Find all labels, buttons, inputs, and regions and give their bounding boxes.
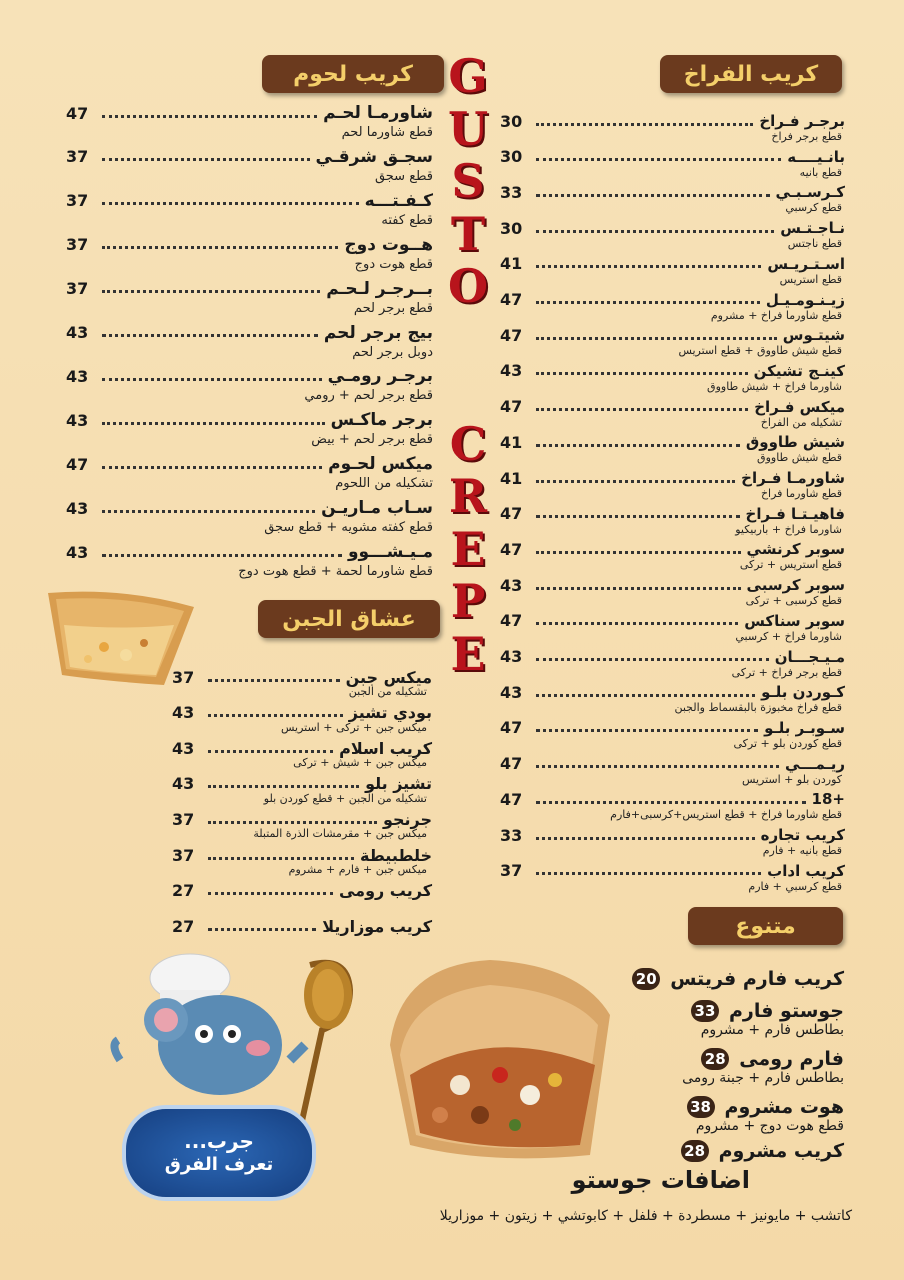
dotted-leader [102, 504, 315, 513]
menu-item-price: 27 [172, 881, 195, 901]
menu-item-price: 37 [172, 845, 195, 865]
menu-item-name: ميكس جبن [345, 667, 432, 687]
menu-item-row [172, 668, 432, 686]
menu-item-description: تشكيله من الجبن + قطع كوردن بلو [263, 791, 427, 805]
menu-item-name: ريـمـــي [784, 754, 845, 773]
menu-item-row [172, 882, 432, 900]
menu-item-price: 43 [66, 323, 89, 342]
menu-item-row [172, 775, 432, 793]
menu-item-description: قطع كفته مشويه + قطع سجق [264, 520, 433, 536]
menu-item-price: 43 [500, 575, 523, 595]
menu-item-name: كـفـتـــه [364, 190, 433, 211]
menu-item-price: 27 [172, 916, 195, 936]
menu-item-description: قطع فراخ مخبوزة بالبقسماط والجبن [674, 701, 842, 715]
menu-item-price: 47 [500, 611, 523, 631]
menu-item-row [500, 183, 845, 201]
menu-item-name: برجر ماكـس [330, 410, 433, 431]
dotted-leader [536, 723, 758, 732]
brand-letter: T [450, 206, 486, 261]
dotted-leader [536, 795, 806, 804]
dotted-leader [208, 708, 343, 717]
menu-item-price: 41 [500, 468, 523, 488]
menu-item-price: 37 [66, 279, 89, 299]
menu-item-description: ميكس جبن + تركى + استريس [280, 720, 427, 734]
menu-item-description: قطع برجر لحم [353, 300, 433, 316]
menu-item-description: قطع برجر لحم + رومي [304, 388, 433, 404]
menu-item-price: 43 [500, 647, 523, 666]
dotted-leader [536, 509, 740, 518]
menu-item-row [500, 291, 845, 309]
menu-item-name: شيتـوس [782, 326, 845, 345]
menu-item-name: +18 [811, 790, 845, 809]
menu-item-price: 43 [500, 682, 523, 702]
menu-item-name: شيش طاووق [745, 433, 845, 452]
menu-item-row [66, 236, 433, 254]
menu-item-name: بــرجـر لـحـم [326, 278, 433, 299]
menu-item-name: بودي تشيز [348, 703, 432, 723]
dotted-leader [536, 581, 741, 590]
menu-item-description: قطع شاورما فراخ + قطع استريس+كرسبى+فارم [610, 808, 842, 822]
menu-item-name: كينـج تشيكن [753, 361, 845, 380]
menu-item-row [172, 917, 432, 935]
menu-item-price-badge: 38 [687, 1096, 715, 1118]
menu-item-row [500, 362, 845, 380]
dotted-leader [536, 117, 753, 126]
menu-item-name: نـاجـتـس [780, 219, 845, 238]
menu-item-name: فارم رومى [739, 1048, 844, 1070]
dotted-leader [208, 815, 377, 824]
dotted-leader [536, 402, 748, 411]
menu-item-price: 47 [500, 539, 523, 559]
menu-item-name: اسـتـريـس [767, 254, 845, 273]
menu-item-name: كريب مشروم [718, 1140, 844, 1162]
menu-item-row [172, 810, 432, 828]
brand-letter: O [447, 259, 489, 313]
menu-item-price: 43 [172, 738, 195, 758]
menu-item-price: 30 [500, 147, 523, 167]
brand-letter: P [450, 574, 486, 628]
menu-item-name: سجـق شرقـي [315, 146, 433, 167]
brand-letter: E [450, 521, 486, 576]
dotted-leader [208, 851, 354, 860]
menu-item-row [66, 324, 433, 342]
menu-item-description: بطاطس فارم + جبنة رومى [682, 1070, 844, 1086]
menu-item-description: ميكس جبن + شيش + تركى [293, 756, 427, 770]
menu-item-name: سوبر كرسبى [746, 576, 845, 595]
menu-item-name: هــوت دوج [344, 234, 433, 255]
menu-item-description: قطع كرسبي [785, 201, 842, 215]
section-header-various: متنوع [688, 907, 843, 945]
menu-item-price: 43 [66, 410, 89, 430]
mascot-slogan-badge [122, 1105, 316, 1201]
menu-item-row [66, 455, 433, 473]
menu-item-name: برجـر رومـي [327, 366, 433, 387]
menu-item-description: قطع سجق [374, 168, 433, 184]
menu-item-price: 43 [66, 366, 89, 386]
menu-item-description: قطع هوت دوج + مشروم [695, 1118, 844, 1134]
menu-item-description: قطع بانيه [799, 165, 842, 179]
menu-item-row [500, 576, 845, 594]
menu-item-description: قطع ناجتس [787, 237, 842, 251]
brand-letter: E [450, 626, 486, 681]
menu-item-row [500, 219, 845, 237]
menu-item-name: مـيـجـــان [774, 647, 845, 666]
menu-item-price-badge: 20 [632, 968, 660, 990]
menu-item-row [500, 540, 845, 558]
section-header-cheese: عشاق الجبن [258, 600, 440, 638]
menu-item-name: كريب اسلام [339, 738, 432, 758]
section-header-meat: كريب لحوم [262, 55, 444, 93]
dotted-leader [102, 328, 318, 337]
menu-item-row [500, 862, 845, 880]
menu-item-price-badge: 28 [681, 1140, 709, 1162]
dotted-leader [208, 744, 333, 753]
various-item-row [687, 1096, 844, 1118]
menu-item-price: 33 [500, 182, 523, 202]
menu-item-description: قطع كوردن بلو + تركى [733, 736, 842, 750]
menu-item-name: ميكس فـراخ [754, 397, 845, 416]
extras-title: اضافات جوستو [571, 1166, 750, 1194]
menu-item-row [500, 612, 845, 630]
dotted-leader [102, 372, 322, 381]
menu-item-row [66, 411, 433, 429]
dotted-leader [536, 152, 781, 161]
menu-item-price: 47 [500, 397, 523, 417]
menu-item-description: بطاطس فارم + مشروم [700, 1022, 844, 1038]
menu-item-row [500, 255, 845, 273]
various-item-row [691, 1000, 844, 1022]
dotted-leader [102, 152, 310, 161]
menu-item-description: قطع استريس [779, 272, 842, 286]
menu-item-price: 37 [172, 809, 195, 829]
menu-item-price: 47 [66, 103, 89, 123]
menu-item-name: سوبر سناكس [744, 611, 845, 630]
menu-item-price: 43 [66, 542, 89, 562]
menu-item-description: قطع شاورما فراخ + مشروم [710, 308, 842, 322]
dotted-leader [536, 688, 755, 697]
menu-item-description: قطع شيش طاووق [757, 451, 842, 465]
menu-item-price: 37 [500, 861, 523, 881]
menu-item-description: قطع برجر فراخ + تركى [731, 665, 842, 679]
menu-item-row [172, 846, 432, 864]
menu-item-name: كريب فارم فريتس [670, 968, 844, 990]
menu-item-row [172, 704, 432, 722]
menu-item-name: سوبر كرنشي [746, 540, 845, 559]
menu-item-row [500, 719, 845, 737]
menu-item-row [500, 469, 845, 487]
menu-item-name: تشيز بلو [365, 774, 432, 794]
brand-vertical-logo [438, 50, 498, 680]
menu-item-name: كريب رومى [338, 881, 432, 901]
menu-item-price: 43 [500, 361, 523, 381]
menu-item-description: قطع كفته [381, 212, 433, 228]
dotted-leader [536, 331, 777, 340]
menu-item-name: سـاب مـاريـن [321, 498, 433, 519]
dotted-leader [208, 779, 359, 788]
menu-item-name: شاورمـا لحـم [323, 103, 433, 123]
menu-item-price: 47 [500, 718, 523, 738]
menu-item-price: 43 [172, 703, 195, 723]
menu-item-price: 41 [500, 254, 523, 274]
menu-item-price-badge: 28 [701, 1048, 729, 1070]
menu-item-row [500, 683, 845, 701]
menu-item-row [500, 505, 845, 523]
menu-item-name: كريب موزاريلا [322, 916, 432, 936]
menu-item-name: بانـيــــه [787, 147, 845, 166]
menu-item-description: قطع كرسبي + فارم [748, 879, 842, 893]
menu-item-description: تشكيله من الجبن [348, 685, 427, 698]
menu-item-price-badge: 33 [691, 1000, 719, 1022]
menu-item-description: قطع استريس + تركى [739, 558, 842, 572]
menu-item-description: ميكس جبن + مقرمشات الذرة المتبلة [253, 827, 427, 841]
dotted-leader [102, 460, 322, 469]
menu-item-price: 47 [500, 789, 523, 809]
menu-item-description: قطع كرسبى + تركى [745, 594, 842, 608]
dotted-leader [536, 474, 735, 483]
dotted-leader [102, 416, 325, 425]
menu-item-name: هوت مشروم [724, 1096, 844, 1118]
dotted-leader [102, 284, 320, 293]
menu-item-description: قطع شيش طاووق + قطع استريس [678, 344, 842, 358]
menu-item-description: قطع شاورما لحم [341, 125, 433, 140]
dotted-leader [102, 548, 342, 557]
menu-item-row [500, 790, 845, 808]
menu-item-name: شاورمـا فـراخ [741, 469, 845, 487]
dotted-leader [536, 866, 761, 875]
menu-item-price: 47 [500, 290, 523, 309]
menu-item-row [500, 112, 845, 130]
menu-item-name: برجـر فـراخ [759, 112, 845, 130]
menu-item-name: كريب اداب [767, 861, 845, 880]
dotted-leader [102, 196, 359, 205]
menu-item-description: قطع هوت دوج [354, 256, 433, 272]
various-item-row [632, 968, 844, 990]
menu-item-name: جوستو فارم [728, 1000, 844, 1022]
menu-item-row [500, 398, 845, 416]
dotted-leader [208, 673, 340, 682]
menu-item-row [66, 192, 433, 210]
menu-item-row [500, 755, 845, 773]
menu-item-name: زيـنـومـيـل [765, 290, 845, 309]
dotted-leader [536, 759, 779, 768]
menu-item-name: مـيـشـــوو [347, 542, 433, 562]
dotted-leader [208, 886, 333, 895]
dotted-leader [102, 240, 338, 249]
menu-item-row [66, 499, 433, 517]
menu-item-row [172, 739, 432, 757]
dotted-leader [536, 831, 755, 840]
dotted-leader [536, 652, 769, 661]
menu-item-row [66, 280, 433, 298]
menu-item-price: 33 [500, 825, 523, 845]
menu-item-name: سـوبـر بلـو [764, 718, 845, 737]
menu-item-name: جرنجو [382, 809, 432, 829]
menu-item-price: 30 [500, 218, 523, 238]
menu-item-row [66, 104, 433, 122]
menu-item-name: كـرسـبـي [775, 183, 845, 202]
brand-letter: R [448, 469, 488, 523]
menu-item-price: 47 [500, 325, 523, 345]
menu-item-price: 30 [500, 111, 523, 131]
mascot-slogan-line2: تعرف الفرق [164, 1154, 274, 1175]
menu-item-price: 37 [66, 191, 89, 211]
menu-item-row [500, 648, 845, 666]
menu-item-description: تشكيله من الفراخ [760, 415, 842, 429]
menu-item-description: قطع بانيه + فارم [762, 844, 842, 857]
crepe-wrap-image [380, 955, 630, 1170]
menu-item-price: 47 [500, 754, 523, 774]
dotted-leader [208, 922, 316, 931]
menu-item-description: شاورما فراخ + شيش طاووق [707, 379, 842, 393]
dotted-leader [536, 545, 741, 554]
menu-item-row [66, 543, 433, 561]
menu-item-price: 37 [66, 147, 89, 167]
menu-item-description: قطع شاورما لحمة + قطع هوت دوج [238, 564, 433, 579]
menu-item-price: 41 [500, 432, 523, 452]
menu-item-description: كوردن بلو + استريس [741, 772, 842, 786]
menu-item-description: ميكس جبن + فارم + مشروم [288, 863, 427, 876]
extras-text: كاتشب + مايونيز + مسطردة + فلفل + كابوتشي + زيتون + موزاريلا [439, 1208, 852, 1224]
menu-item-price: 43 [172, 774, 195, 794]
dotted-leader [536, 259, 761, 268]
menu-item-name: كريب تجاره [760, 826, 845, 844]
menu-item-name: بيج برجر لحم [323, 322, 433, 343]
section-header-chicken: كريب الفراخ [660, 55, 842, 93]
various-item-row [681, 1140, 844, 1162]
menu-item-description: قطع برجر فراخ [771, 130, 842, 143]
menu-item-description: شاورما فراخ + باربيكيو [735, 522, 842, 536]
menu-item-row [500, 148, 845, 166]
menu-item-name: ميكس لحـوم [328, 454, 433, 475]
crepe-slice-image [44, 585, 200, 695]
menu-item-price: 47 [66, 454, 89, 474]
dotted-leader [536, 438, 740, 447]
menu-item-price: 47 [500, 504, 523, 524]
brand-letter: G [448, 49, 488, 103]
menu-item-description: تشكيله من اللحوم [335, 476, 433, 492]
dotted-leader [102, 109, 317, 118]
menu-item-description: قطع شاورما فراخ [760, 487, 842, 500]
menu-item-price: 37 [172, 667, 195, 687]
menu-item-description: دوبل برجر لحم [352, 344, 433, 360]
menu-item-name: كـوردن بلـو [761, 683, 845, 702]
menu-item-row [500, 433, 845, 451]
brand-letter: S [451, 154, 485, 208]
menu-item-name: فاهيـتـا فـراخ [745, 504, 845, 523]
various-item-row [701, 1048, 844, 1070]
menu-item-row [500, 326, 845, 344]
menu-item-name: خلطبيطة [360, 845, 432, 865]
dotted-leader [536, 366, 748, 375]
menu-item-row [66, 367, 433, 385]
brand-letter: U [447, 101, 489, 156]
dotted-leader [536, 616, 738, 625]
menu-item-row [500, 826, 845, 844]
mascot-slogan-line1: جرب... [184, 1129, 254, 1153]
brand-letter: C [449, 416, 487, 471]
dotted-leader [536, 188, 770, 197]
menu-item-price: 37 [66, 235, 89, 255]
menu-item-description: قطع برجر لحم + بيض [311, 432, 433, 448]
dotted-leader [536, 295, 760, 304]
dotted-leader [536, 224, 774, 233]
menu-item-description: شاورما فراخ + كرسبي [735, 629, 842, 643]
menu-item-row [66, 148, 433, 166]
menu-item-price: 43 [66, 498, 89, 518]
